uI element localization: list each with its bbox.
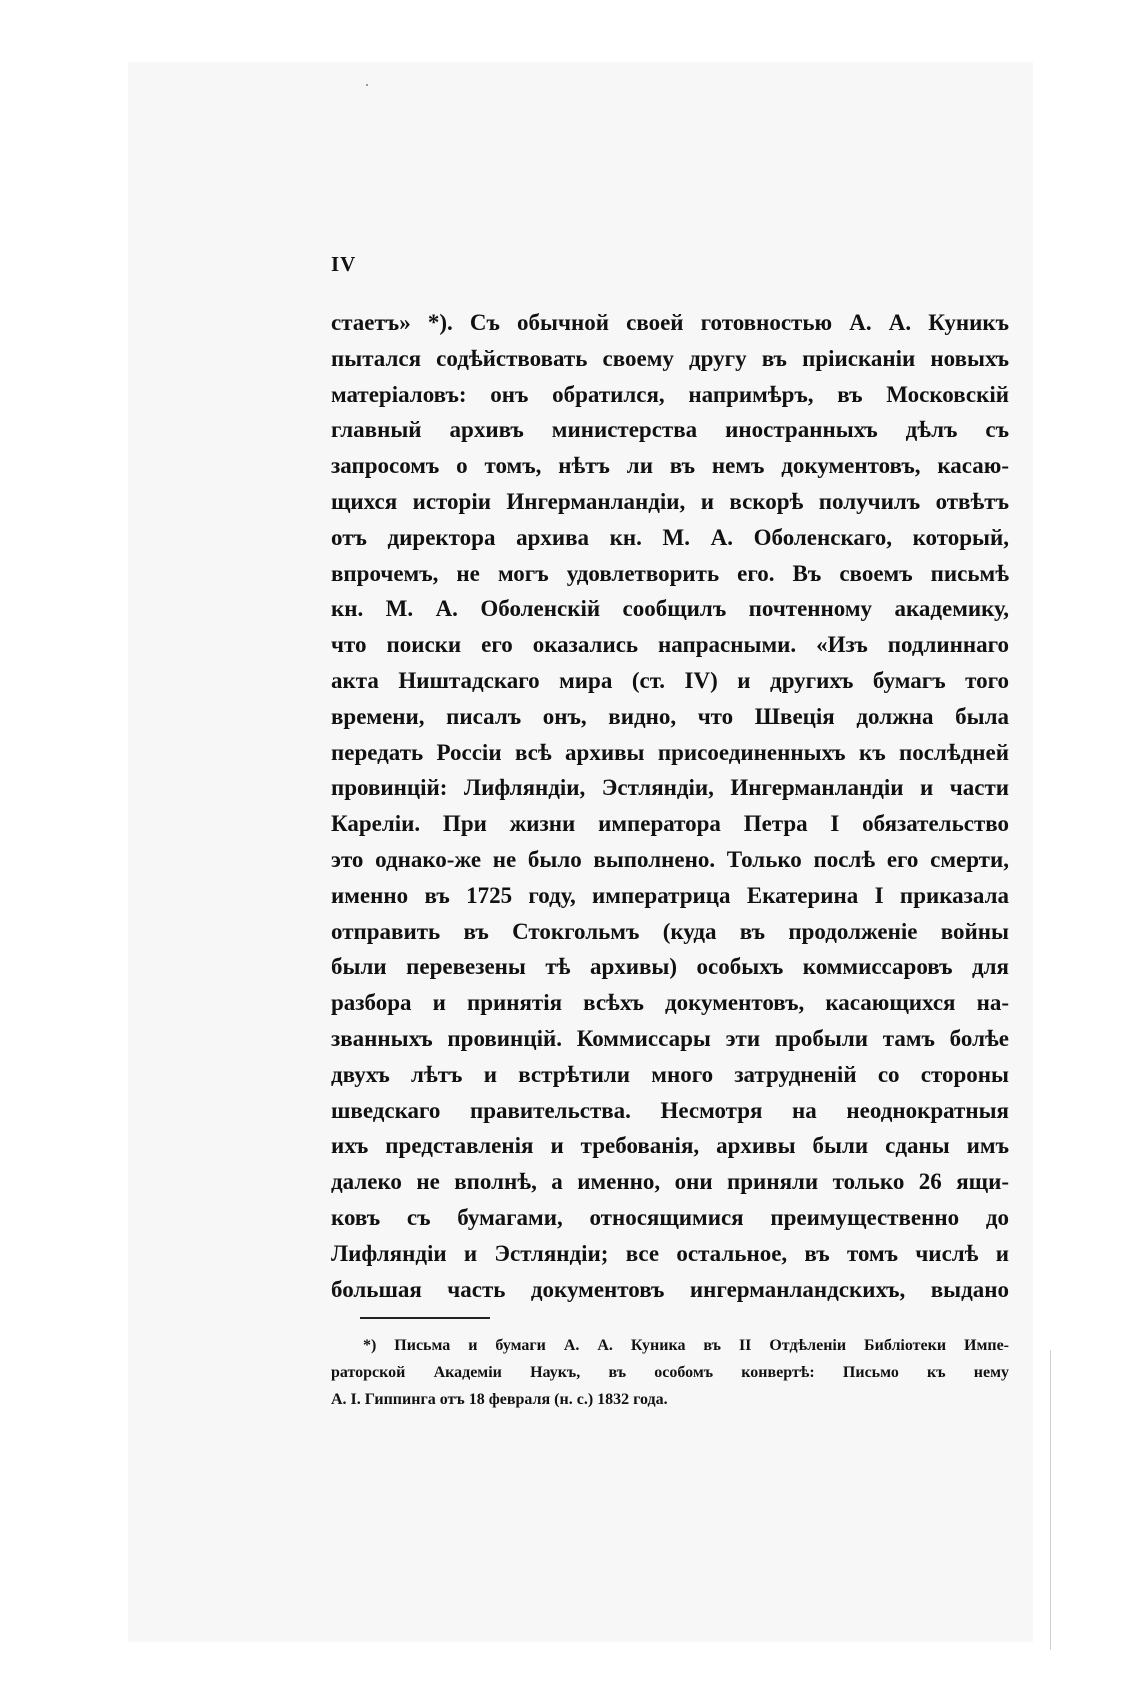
- body-text: [331, 305, 1009, 1307]
- page-number: IV: [331, 252, 357, 276]
- scan-speck: [366, 84, 368, 86]
- text-line: далеко не вполнѣ, а именно, они приняли только 26 ящи-: [331, 1169, 1009, 1195]
- text-line: главный архивъ министерства иностранныхъ дѣлъ съ: [331, 417, 1009, 443]
- text-line: стаетъ» *). Съ обычной своей готовностью А. А. Куникъ: [331, 310, 1009, 335]
- text-line: были перевезены тѣ архивы) особыхъ коммиссаровъ для: [331, 954, 1009, 980]
- text-line: провинцiй: Лифляндiи, Эстляндiи, Ингерманландiи и части: [331, 775, 1009, 801]
- text-line: двухъ лѣтъ и встрѣтили много затрудненiй со стороны: [331, 1061, 1009, 1087]
- text-line: отъ директора архива кн. М. А. Оболенскаго, который,: [331, 524, 1009, 550]
- text-line: акта Ништадскаго мира (ст. IV) и другихъ бумагъ того: [331, 667, 1009, 693]
- text-line: шведскаго правительства. Несмотря на неоднократныя: [331, 1097, 1009, 1123]
- scan-edge-line: [1050, 1350, 1051, 1650]
- text-line: Лифляндiи и Эстляндiи; все остальное, въ томъ числѣ и: [331, 1240, 1009, 1266]
- text-line: что поиски его оказались напрасными. «Изъ подлиннаго: [331, 632, 1009, 658]
- text-line: Карелiи. При жизни императора Петра I обязательство: [331, 811, 1009, 837]
- text-line: запросомъ о томъ, нѣтъ ли въ немъ документовъ, касаю-: [331, 453, 1009, 479]
- text-line: большая часть документовъ ингерманландскихъ, выдано: [331, 1276, 1009, 1302]
- text-line: разбора и принятiя всѣхъ документовъ, касающихся на-: [331, 990, 1009, 1016]
- text-line: пытался содѣйствовать своему другу въ прiисканiи новыхъ: [331, 345, 1009, 371]
- text-line: кн. М. А. Оболенскiй сообщилъ почтенному академику,: [331, 596, 1009, 622]
- footnote-line: раторской Академiи Наукъ, въ особомъ конвертѣ: Письмо къ нему: [331, 1364, 1009, 1381]
- text-line: щихся исторiи Ингерманландiи, и вскорѣ получилъ отвѣтъ: [331, 488, 1009, 514]
- text-line: званныхъ провинцiй. Коммиссары эти пробыли тамъ болѣе: [331, 1025, 1009, 1051]
- footnote-separator: [360, 1317, 490, 1319]
- text-line: именно въ 1725 году, императрица Екатерина I приказала: [331, 882, 1009, 908]
- footnote-line: А. I. Гиппинга отъ 18 февраля (н. с.) 1832 года.: [331, 1391, 668, 1408]
- footnote: [331, 1332, 1009, 1413]
- footnote-line: *) Письма и бумаги А. А. Куника въ II Отдѣленiи Библiотеки Импе-: [363, 1337, 1009, 1354]
- text-line: отправить въ Стокгольмъ (куда въ продолженiе войны: [331, 918, 1009, 944]
- text-line: передать Россiи всѣ архивы присоединенныхъ къ послѣдней: [331, 739, 1009, 765]
- text-line: это однако-же не было выполнено. Только послѣ его смерти,: [331, 846, 1009, 872]
- text-line: матерiаловъ: онъ обратился, напримѣръ, въ Московскiй: [331, 381, 1009, 407]
- text-line: времени, писалъ онъ, видно, что Швецiя должна была: [331, 703, 1009, 729]
- text-line: ковъ съ бумагами, относящимися преимущественно до: [331, 1204, 1009, 1230]
- text-line: впрочемъ, не могъ удовлетворить его. Въ своемъ письмѣ: [331, 560, 1009, 586]
- text-line: ихъ представленiя и требованiя, архивы были сданы имъ: [331, 1133, 1009, 1159]
